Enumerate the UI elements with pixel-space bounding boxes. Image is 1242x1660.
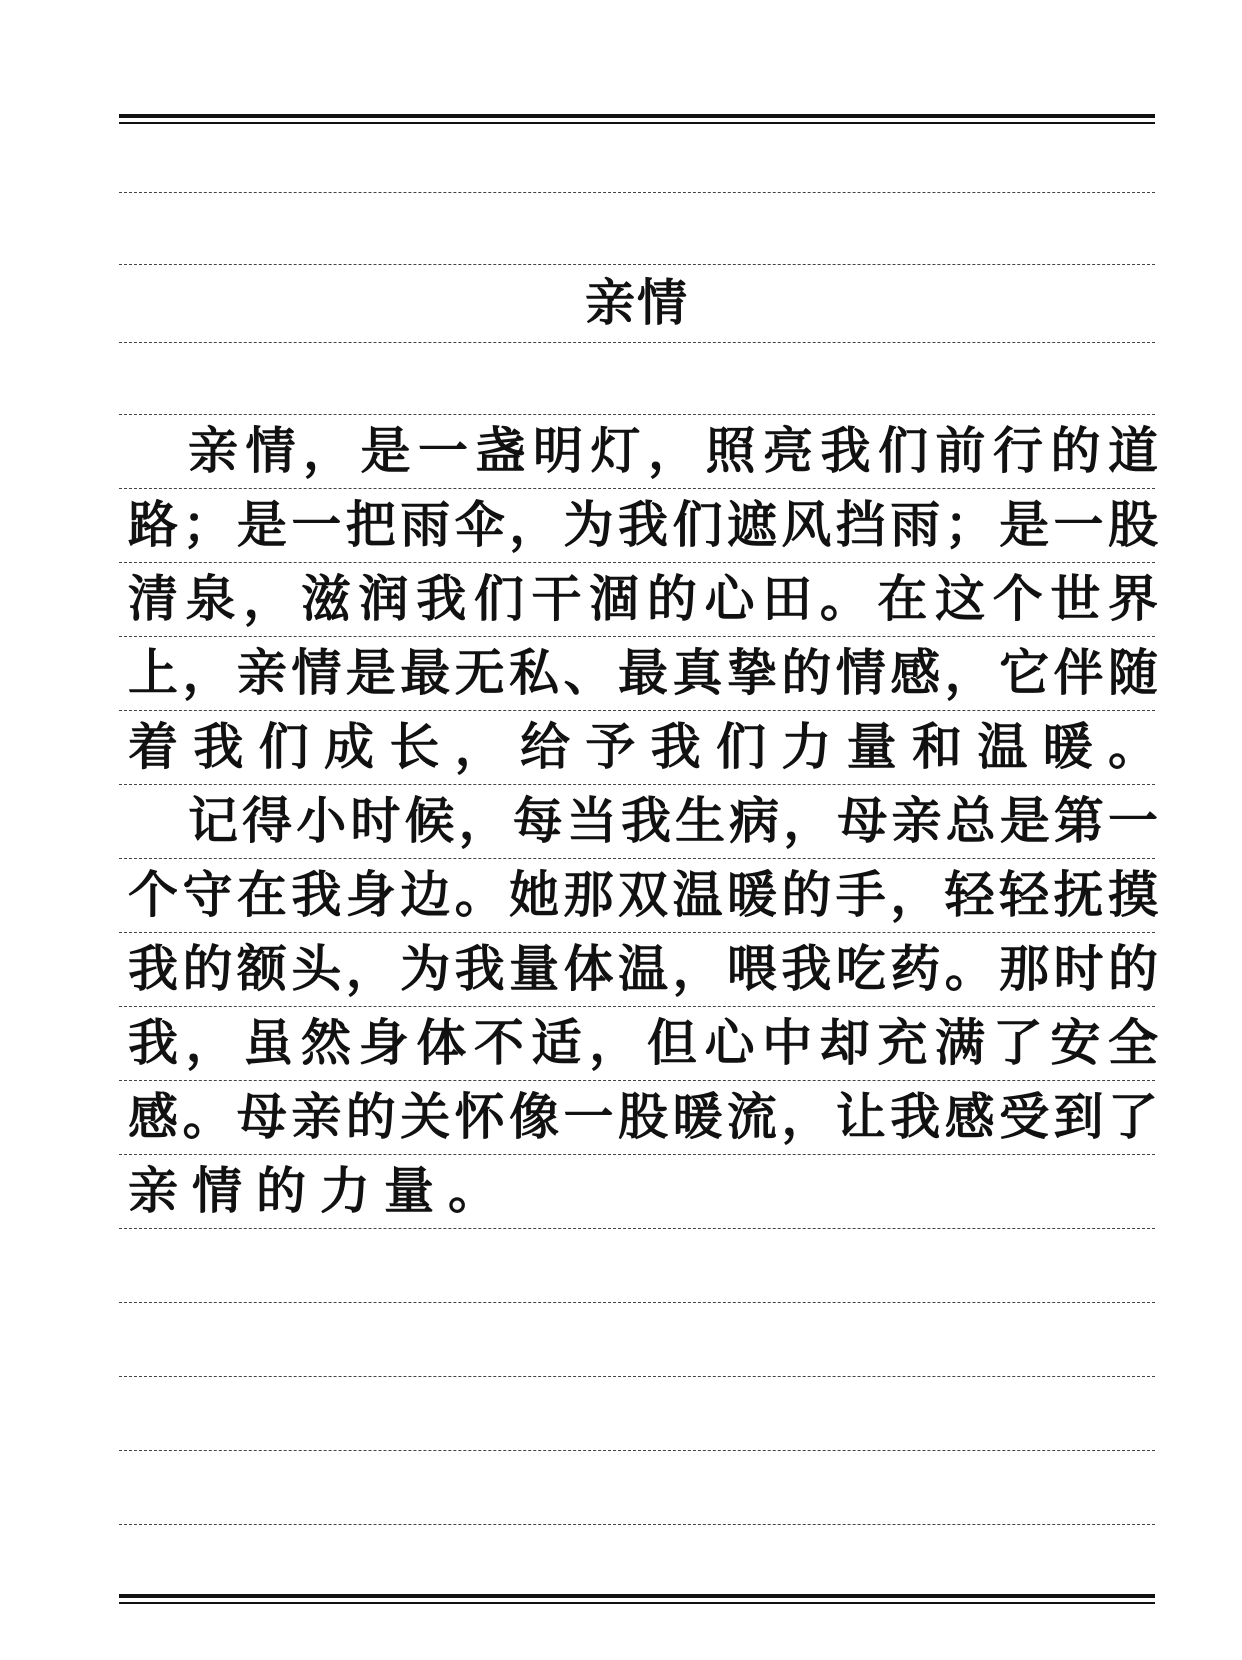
text-line: 清泉，滋润我们干涸的心田。在这个世界 [128,569,1158,628]
guide-line [119,192,1155,193]
text-line: 记得小时候，每当我生病，母亲总是第一 [188,791,1158,850]
text-line: 感。母亲的关怀像一股暖流，让我感受到了 [128,1087,1158,1146]
guide-line [119,1302,1155,1303]
guide-line [119,1376,1155,1377]
guide-line [119,1228,1155,1229]
text-line: 亲情，是一盏明灯，照亮我们前行的道 [188,421,1158,480]
text-line: 亲情的力量。 [128,1161,512,1220]
text-line: 着我们成长，给予我们力量和温暖。 [128,717,1158,776]
text-line: 个守在我身边。她那双温暖的手，轻轻抚摸 [128,865,1158,924]
guide-line [119,342,1155,343]
essay-title: 亲情 [585,273,689,332]
top-double-border [119,114,1155,126]
text-line: 我，虽然身体不适，但心中却充满了安全 [128,1013,1158,1072]
guide-line [119,264,1155,265]
text-line: 上，亲情是最无私、最真挚的情感，它伴随 [128,643,1158,702]
text-line: 我的额头，为我量体温，喂我吃药。那时的 [128,939,1158,998]
text-line: 路；是一把雨伞，为我们遮风挡雨；是一股 [128,495,1158,554]
bottom-double-border [119,1594,1155,1606]
guide-line [119,1524,1155,1525]
guide-line [119,1450,1155,1451]
